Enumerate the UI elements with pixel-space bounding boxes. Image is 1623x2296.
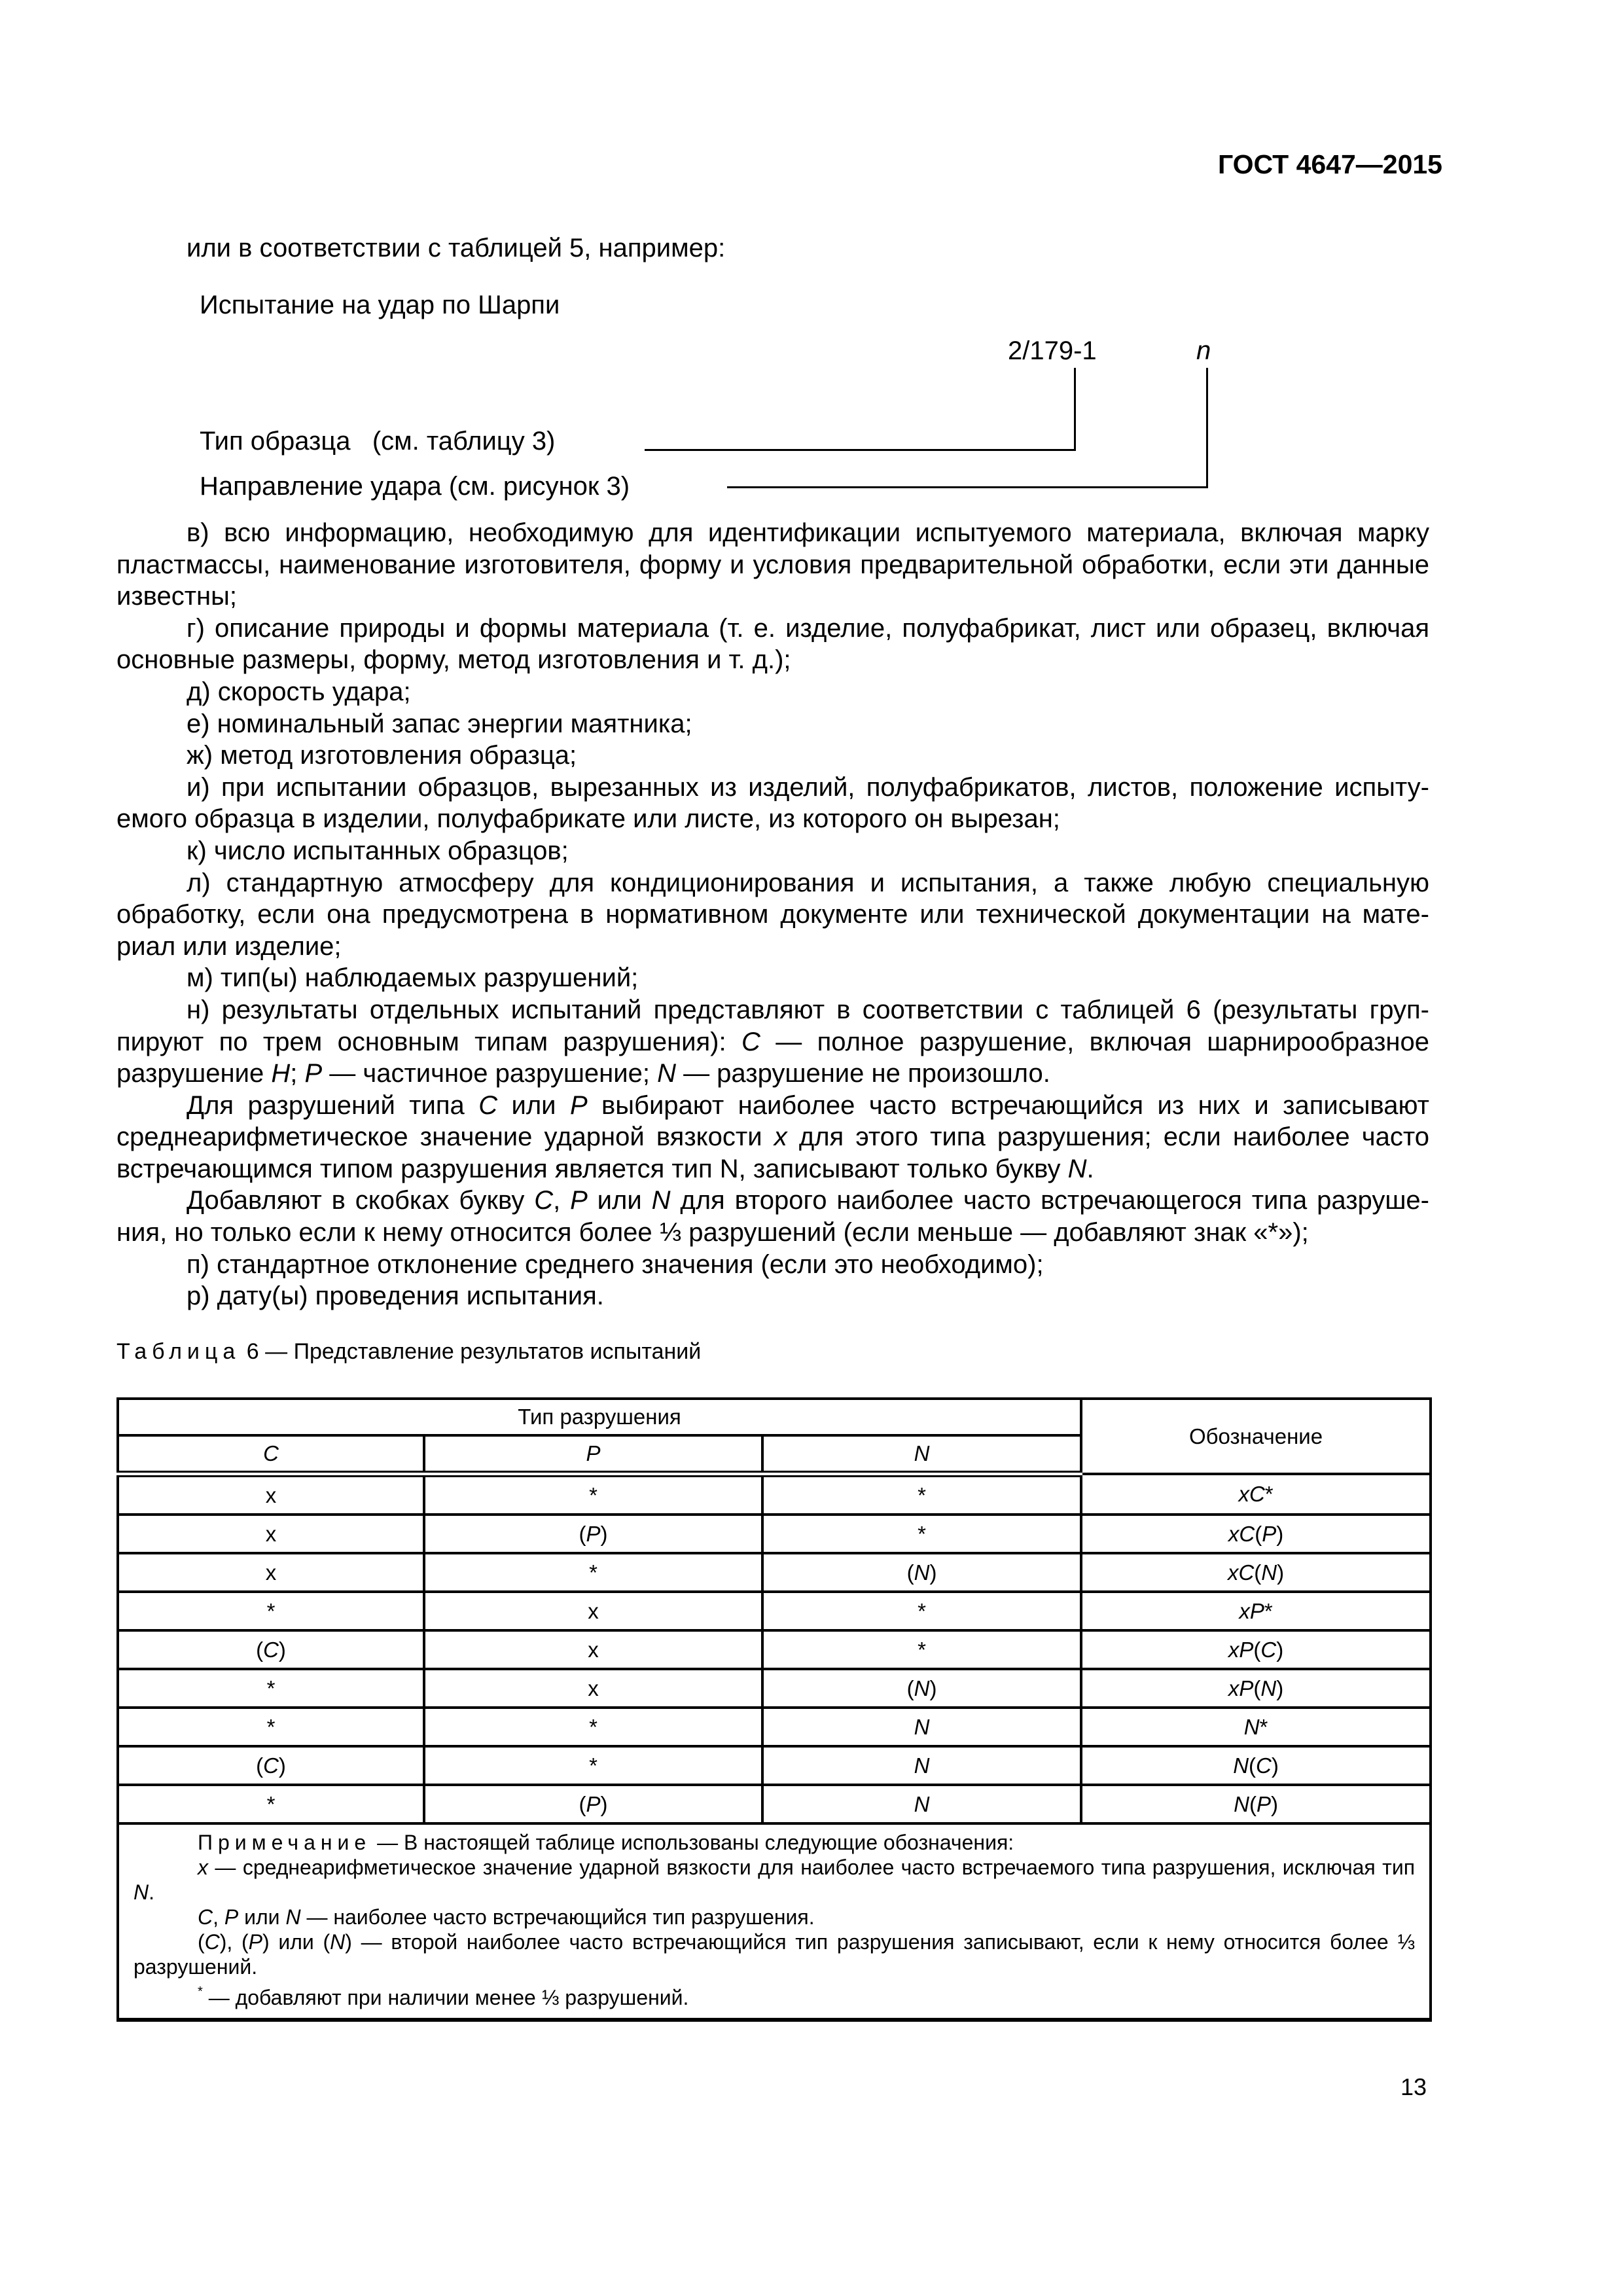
leader-line-direction-vertical xyxy=(1206,368,1208,488)
example-code: 2/179-1 xyxy=(1008,336,1097,365)
table-row xyxy=(118,1630,1431,1669)
list-item: г) описание природы и формы материала (т. е. изделие, полуфабрикат, лист или образец, включая основные размеры, форму, метод изготовления и т. д.); xyxy=(116,613,1429,675)
cell-n: * xyxy=(762,1630,1081,1669)
table-caption-label: Таблица xyxy=(116,1339,241,1364)
example-title: Испытание на удар по Шарпи xyxy=(200,291,560,319)
cell-c: (C) xyxy=(118,1630,424,1669)
list-item: р) дату(ы) проведения испытания. xyxy=(187,1282,604,1311)
document-id-header: ГОСТ 4647—2015 xyxy=(1217,149,1442,179)
table-row xyxy=(118,1785,1431,1823)
list-item: е) номинальный запас энергии маятника; xyxy=(187,709,692,738)
page-number: 13 xyxy=(1400,2073,1427,2100)
cell-p: (P) xyxy=(424,1785,762,1823)
list-item: ж) метод изготовления образца; xyxy=(187,741,577,770)
results-table xyxy=(116,1397,1432,2022)
cell-c: x xyxy=(118,1474,424,1515)
cell-n: * xyxy=(762,1515,1081,1553)
table-row xyxy=(118,1669,1431,1708)
report-items-list xyxy=(116,517,1429,1312)
cell-c: x xyxy=(118,1515,424,1553)
direction-symbol: n xyxy=(1196,336,1211,365)
leader-line-direction-horizontal xyxy=(727,486,1208,488)
cell-designation: N(P) xyxy=(1081,1785,1431,1823)
cell-p: x xyxy=(424,1592,762,1630)
table-caption-title: 6 — Представление результатов испытаний xyxy=(246,1339,702,1364)
header-col-p: P xyxy=(424,1435,762,1474)
cell-designation: xP* xyxy=(1081,1592,1431,1630)
table-row xyxy=(118,1474,1431,1515)
list-item: Для разрушений типа C или P выбирают наиболее часто встречающийся из них и записывают среднеарифметическое значение ударной вязкости x для этого типа разрушения; если наиболее часто встречающимся типом разрушения является тип N, записывают только букву N. xyxy=(116,1090,1429,1183)
header-col-c: C xyxy=(118,1435,424,1474)
cell-n: (N) xyxy=(762,1669,1081,1708)
cell-c: * xyxy=(118,1708,424,1746)
cell-p: x xyxy=(424,1669,762,1708)
cell-c: (C) xyxy=(118,1746,424,1785)
list-item: и) при испытании образцов, вырезанных из изделий, полуфабрикатов, листов, положение испытуемого образца в изделии, полуфабрикате или листе, из которого он вырезан; xyxy=(116,772,1429,834)
list-item: л) стандартную атмосферу для кондиционирования и испытания, а также любую специальную обработку, если она предусмотрена в нормативном документе или технической документации на материал или изделие; xyxy=(116,868,1429,961)
cell-n: N xyxy=(762,1708,1081,1746)
leader-line-code-vertical xyxy=(1074,368,1076,451)
cell-designation: N* xyxy=(1081,1708,1431,1746)
list-item: п) стандартное отклонение среднего значения (если это необходимо); xyxy=(187,1249,1044,1279)
list-item: д) скорость удара; xyxy=(187,677,411,706)
cell-designation: N(C) xyxy=(1081,1746,1431,1785)
note-line: x — среднеарифметическое значение ударной вязкости для наиболее часто встречаемого типа разрушения, исключая тип N. xyxy=(134,1856,1416,1904)
note-line: (C), (P) или (N) — второй наиболее часто встречающийся тип разрушения записывают, если к нему относится более ⅓ разрушений. xyxy=(134,1930,1416,1979)
list-item: н) результаты отдельных испытаний представляют в соответствии с таблицей 6 (результаты группируют по трем основным типам разрушения): C — полное разрушение, включая шарнирообразное разрушение H; P — частичное разрушение; N — разрушение не произошло. xyxy=(116,995,1429,1088)
cell-n: (N) xyxy=(762,1553,1081,1592)
cell-c: * xyxy=(118,1669,424,1708)
leader-line-code-horizontal xyxy=(645,449,1076,451)
table-row xyxy=(118,1592,1431,1630)
table-caption xyxy=(116,1339,701,1365)
cell-designation: xC(P) xyxy=(1081,1515,1431,1553)
table-row xyxy=(118,1708,1431,1746)
cell-c: * xyxy=(118,1592,424,1630)
cell-p: (P) xyxy=(424,1515,762,1553)
note-intro: — В настоящей таблице использованы следующие обозначения: xyxy=(371,1831,1014,1854)
cell-n: N xyxy=(762,1785,1081,1823)
header-col-n: N xyxy=(762,1435,1081,1474)
cell-p: * xyxy=(424,1746,762,1785)
table-row xyxy=(118,1553,1431,1592)
cell-designation: xC* xyxy=(1081,1474,1431,1515)
header-designation: Обозначение xyxy=(1081,1399,1431,1474)
cell-p: * xyxy=(424,1708,762,1746)
table-row xyxy=(118,1746,1431,1785)
list-item: к) число испытанных образцов; xyxy=(187,836,569,865)
specimen-type-label: Тип образца (см. таблицу 3) xyxy=(200,427,556,456)
cell-c: * xyxy=(118,1785,424,1823)
group-header-fracture-type: Тип разрушения xyxy=(118,1399,1081,1435)
intro-text: или в соответствии с таблицей 5, например: xyxy=(187,234,726,262)
list-item: м) тип(ы) наблюдаемых разрушений; xyxy=(187,963,639,993)
cell-p: * xyxy=(424,1474,762,1515)
table-row xyxy=(118,1515,1431,1553)
cell-n: * xyxy=(762,1592,1081,1630)
note-line: C, P или N — наиболее часто встречающийся тип разрушения. xyxy=(198,1905,815,1929)
cell-designation: xP(C) xyxy=(1081,1630,1431,1669)
cell-designation: xP(N) xyxy=(1081,1669,1431,1708)
cell-p: * xyxy=(424,1553,762,1592)
note-label: Примечание xyxy=(198,1831,372,1854)
cell-designation: xC(N) xyxy=(1081,1553,1431,1592)
cell-c: x xyxy=(118,1553,424,1592)
impact-direction-label: Направление удара (см. рисунок 3) xyxy=(200,472,630,501)
note-line: * — добавляют при наличии менее ⅓ разрушений. xyxy=(198,1984,689,2009)
cell-p: x xyxy=(424,1630,762,1669)
cell-n: N xyxy=(762,1746,1081,1785)
table-note xyxy=(118,1823,1431,2020)
list-item: в) всю информацию, необходимую для идентификации испытуемого материала, включая марку пластмассы, наименование изготовителя, форму и условия предварительной обработки, если эти данные известны; xyxy=(116,518,1429,611)
cell-n: * xyxy=(762,1474,1081,1515)
list-item: Добавляют в скобках букву C, P или N для второго наиболее часто встречающегося типа разрушения, но только если к нему относится более ⅓ разрушений (если меньше — добавляют знак «*»); xyxy=(116,1186,1429,1247)
